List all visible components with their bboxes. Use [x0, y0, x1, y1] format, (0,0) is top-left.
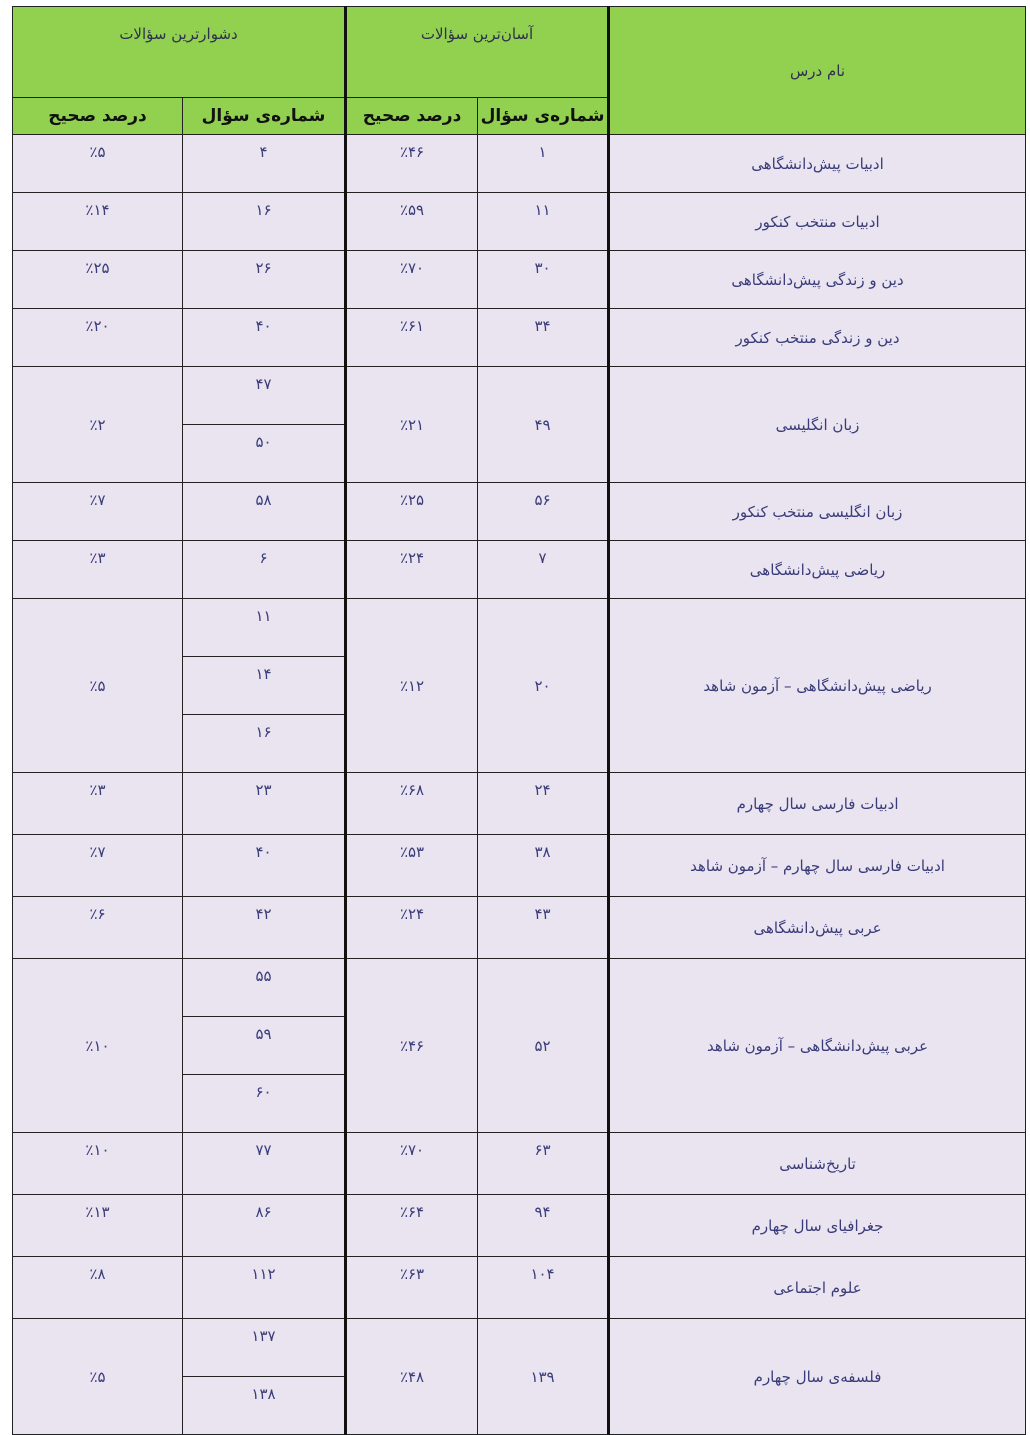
easy-question-cell: ۱۱ — [478, 193, 609, 251]
hard-question-cell: ۲۳ — [183, 773, 346, 835]
results-table — [12, 6, 1026, 1435]
table-row — [13, 599, 1026, 657]
hard-question-cell: ۴۲ — [183, 897, 346, 959]
hard-percent-cell: ٪۲۵ — [13, 251, 183, 309]
easy-percent-cell: ٪۷۰ — [346, 251, 478, 309]
easy-question-cell: ۵۶ — [478, 483, 609, 541]
hard-percent-cell: ٪۳ — [13, 541, 183, 599]
hard-percent-cell: ٪۱۴ — [13, 193, 183, 251]
table-row — [13, 1319, 1026, 1377]
hardest-questions-header: دشوارترین سؤالات — [13, 7, 346, 98]
hard-percent-cell: ٪۲۰ — [13, 309, 183, 367]
hard-percent-cell: ٪۵ — [13, 135, 183, 193]
hard-percent-cell: ٪۲ — [13, 367, 183, 483]
subject-cell: عربی پیش‌دانشگاهی – آزمون شاهد — [609, 959, 1026, 1133]
table-row — [13, 1257, 1026, 1319]
table-row — [13, 1133, 1026, 1195]
hard-question-cell: ۴۷ — [183, 367, 346, 425]
subject-cell: زبان انگلیسی منتخب کنکور — [609, 483, 1026, 541]
hard-question-cell: ۴۰ — [183, 309, 346, 367]
hard-percent-cell: ٪۱۰ — [13, 1133, 183, 1195]
subject-cell: ادبیات منتخب کنکور — [609, 193, 1026, 251]
table-row — [13, 835, 1026, 897]
hard-percent-cell: ٪۱۰ — [13, 959, 183, 1133]
easy-percent-header: درصد صحیح — [346, 98, 478, 135]
easy-percent-cell: ٪۵۹ — [346, 193, 478, 251]
hard-question-cell: ۴ — [183, 135, 346, 193]
easy-question-cell: ۲۴ — [478, 773, 609, 835]
hard-question-cell: ۴۰ — [183, 835, 346, 897]
table-row — [13, 367, 1026, 425]
easy-percent-cell: ٪۶۱ — [346, 309, 478, 367]
hard-question-cell: ۵۵ — [183, 959, 346, 1017]
hard-percent-cell: ٪۵ — [13, 1319, 183, 1435]
easy-question-cell: ۴۳ — [478, 897, 609, 959]
easy-question-cell: ۱۳۹ — [478, 1319, 609, 1435]
subject-cell: علوم اجتماعی — [609, 1257, 1026, 1319]
easy-percent-cell: ٪۲۴ — [346, 541, 478, 599]
hard-percent-cell: ٪۳ — [13, 773, 183, 835]
subject-cell: دین و زندگی پیش‌دانشگاهی — [609, 251, 1026, 309]
hard-question-cell: ۶ — [183, 541, 346, 599]
easy-percent-cell: ٪۱۲ — [346, 599, 478, 773]
subject-cell: ریاضی پیش‌دانشگاهی – آزمون شاهد — [609, 599, 1026, 773]
subject-cell: ادبیات پیش‌دانشگاهی — [609, 135, 1026, 193]
results-table-container — [12, 6, 1025, 1435]
subject-cell: تاریخ‌شناسی — [609, 1133, 1026, 1195]
table-row — [13, 959, 1026, 1017]
table-row — [13, 193, 1026, 251]
easy-percent-cell: ٪۴۶ — [346, 135, 478, 193]
easy-percent-cell: ٪۲۵ — [346, 483, 478, 541]
table-row — [13, 541, 1026, 599]
easy-question-cell: ۶۳ — [478, 1133, 609, 1195]
hard-question-cell: ۱۶ — [183, 193, 346, 251]
easy-question-cell: ۹۴ — [478, 1195, 609, 1257]
easy-question-cell: ۷ — [478, 541, 609, 599]
results-table-body — [13, 135, 1026, 1435]
table-row — [13, 897, 1026, 959]
subject-cell: ادبیات فارسی سال چهارم — [609, 773, 1026, 835]
hard-question-cell: ۲۶ — [183, 251, 346, 309]
hard-percent-cell: ٪۷ — [13, 483, 183, 541]
hard-percent-cell: ٪۵ — [13, 599, 183, 773]
easy-percent-cell: ٪۶۸ — [346, 773, 478, 835]
table-row — [13, 483, 1026, 541]
easy-percent-cell: ٪۴۶ — [346, 959, 478, 1133]
hard-percent-cell: ٪۶ — [13, 897, 183, 959]
table-row — [13, 773, 1026, 835]
hard-question-cell: ۱۴ — [183, 657, 346, 715]
easy-question-number-header: شماره‌ی سؤال — [478, 98, 609, 135]
table-row — [13, 1195, 1026, 1257]
easy-percent-cell: ٪۶۳ — [346, 1257, 478, 1319]
easy-question-cell: ۵۲ — [478, 959, 609, 1133]
hard-percent-cell: ٪۷ — [13, 835, 183, 897]
hard-percent-header: درصد صحیح — [13, 98, 183, 135]
hard-question-cell: ۱۱ — [183, 599, 346, 657]
table-row — [13, 135, 1026, 193]
easy-question-cell: ۱ — [478, 135, 609, 193]
easy-percent-cell: ٪۵۳ — [346, 835, 478, 897]
subject-cell: ریاضی پیش‌دانشگاهی — [609, 541, 1026, 599]
hard-question-cell: ۵۹ — [183, 1017, 346, 1075]
subject-column-header: نام درس — [609, 7, 1026, 135]
hard-question-cell: ۶۰ — [183, 1075, 346, 1133]
subject-cell: فلسفه‌ی سال چهارم — [609, 1319, 1026, 1435]
hard-question-cell: ۱۳۷ — [183, 1319, 346, 1377]
hard-question-cell: ۸۶ — [183, 1195, 346, 1257]
hard-percent-cell: ٪۸ — [13, 1257, 183, 1319]
subject-cell: ادبیات فارسی سال چهارم – آزمون شاهد — [609, 835, 1026, 897]
hard-question-number-header: شماره‌ی سؤال — [183, 98, 346, 135]
easy-percent-cell: ٪۲۴ — [346, 897, 478, 959]
hard-question-cell: ۵۰ — [183, 425, 346, 483]
easy-percent-cell: ٪۴۸ — [346, 1319, 478, 1435]
easiest-questions-header: آسان‌ترین سؤالات — [346, 7, 609, 98]
table-row — [13, 251, 1026, 309]
table-row — [13, 309, 1026, 367]
easy-percent-cell: ٪۲۱ — [346, 367, 478, 483]
easy-question-cell: ۳۸ — [478, 835, 609, 897]
easy-question-cell: ۲۰ — [478, 599, 609, 773]
easy-question-cell: ۴۹ — [478, 367, 609, 483]
easy-question-cell: ۳۰ — [478, 251, 609, 309]
subject-cell: زبان انگلیسی — [609, 367, 1026, 483]
easy-percent-cell: ٪۶۴ — [346, 1195, 478, 1257]
easy-percent-cell: ٪۷۰ — [346, 1133, 478, 1195]
hard-question-cell: ۷۷ — [183, 1133, 346, 1195]
hard-question-cell: ۱۳۸ — [183, 1377, 346, 1435]
hard-question-cell: ۵۸ — [183, 483, 346, 541]
subject-cell: دین و زندگی منتخب کنکور — [609, 309, 1026, 367]
subject-cell: جغرافیای سال چهارم — [609, 1195, 1026, 1257]
hard-question-cell: ۱۱۲ — [183, 1257, 346, 1319]
hard-question-cell: ۱۶ — [183, 715, 346, 773]
easy-question-cell: ۱۰۴ — [478, 1257, 609, 1319]
hard-percent-cell: ٪۱۳ — [13, 1195, 183, 1257]
easy-question-cell: ۳۴ — [478, 309, 609, 367]
subject-cell: عربی پیش‌دانشگاهی — [609, 897, 1026, 959]
